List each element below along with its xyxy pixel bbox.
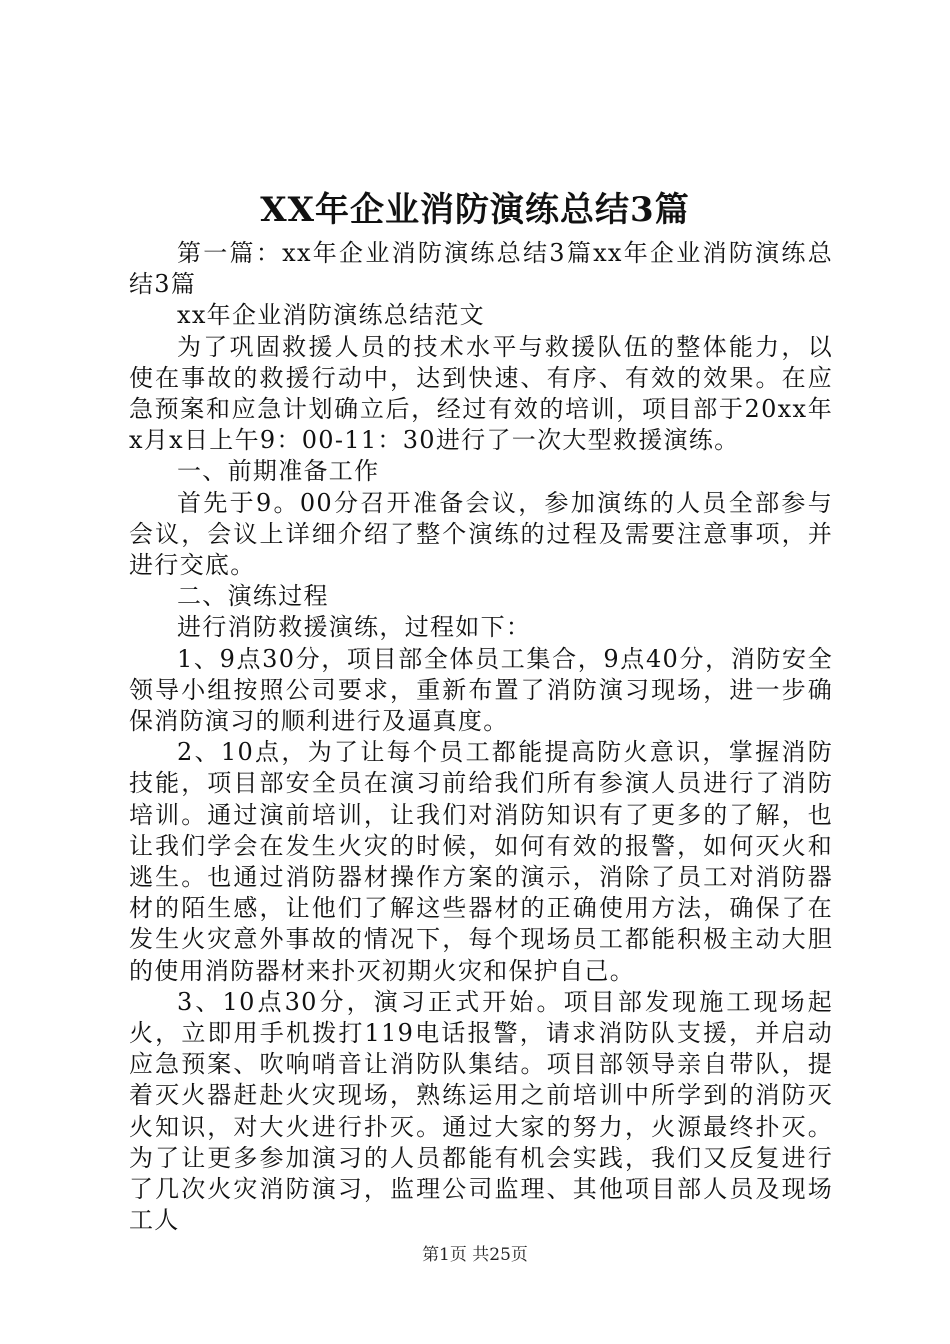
paragraph-subtitle: xx年企业消防演练总结范文 — [177, 301, 485, 330]
paragraph-intro: 第一篇：xx年企业消防演练总结3篇xx年企业消防演练总结3篇 — [129, 239, 833, 299]
paragraph-step-3: 3、10点30分，演习正式开始。项目部发现施工现场起火，立即用手机拨打119电话报警，请求消防队支援，并启动应急预案、吹响哨音让消防队集结。项目部领导亲自带队，提着灭火器赶赴火灾现场，熟练运用之前培训中所学到的消防灭火知识，对大火进行扑灭。通过大家的努力，火源最终扑灭。为了让更多参加演习的人员都能有机会实践，我们又反复进行了几次火灾消防演习，监理公司监理、其他项目部人员及现场工人 — [129, 987, 833, 1235]
paragraph-process-intro: 进行消防救援演练，过程如下： — [177, 613, 532, 642]
section-heading-preparation: 一、前期准备工作 — [177, 457, 380, 486]
document-body — [129, 238, 833, 1237]
paragraph-step-1: 1、9点30分，项目部全体员工集合，9点40分，消防安全领导小组按照公司要求，重新布置了消防演习现场，进一步确保消防演习的顺利进行及逼真度。 — [129, 644, 833, 736]
paragraph-purpose: 为了巩固救援人员的技术水平与救援队伍的整体能力，以使在事故的救援行动中，达到快速、有序、有效的效果。在应急预案和应急计划确立后，经过有效的培训，项目部于20xx年x月x日上午9：00-11：30进行了一次大型救援演练。 — [129, 332, 833, 455]
page-number-footer: 第1页 共25页 — [422, 1245, 528, 1265]
document-title: XX年企业消防演练总结3篇 — [260, 190, 690, 230]
paragraph-preparation: 首先于9。00分召开准备会议，参加演练的人员全部参与会议，会议上详细介绍了整个演练的过程及需要注意事项，并进行交底。 — [129, 488, 833, 580]
paragraph-step-2: 2、10点，为了让每个员工都能提高防火意识，掌握消防技能，项目部安全员在演习前给我们所有参演人员进行了消防培训。通过演前培训，让我们对消防知识有了更多的了解，也让我们学会在发生火灾的时候，如何有效的报警，如何灭火和逃生。也通过消防器材操作方案的演示，消除了员工对消防器材的陌生感，让他们了解这些器材的正确使用方法，确保了在发生火灾意外事故的情况下，每个现场员工都能积极主动大胆的使用消防器材来扑灭初期火灾和保护自己。 — [129, 738, 833, 985]
section-heading-process: 二、演练过程 — [177, 582, 329, 611]
